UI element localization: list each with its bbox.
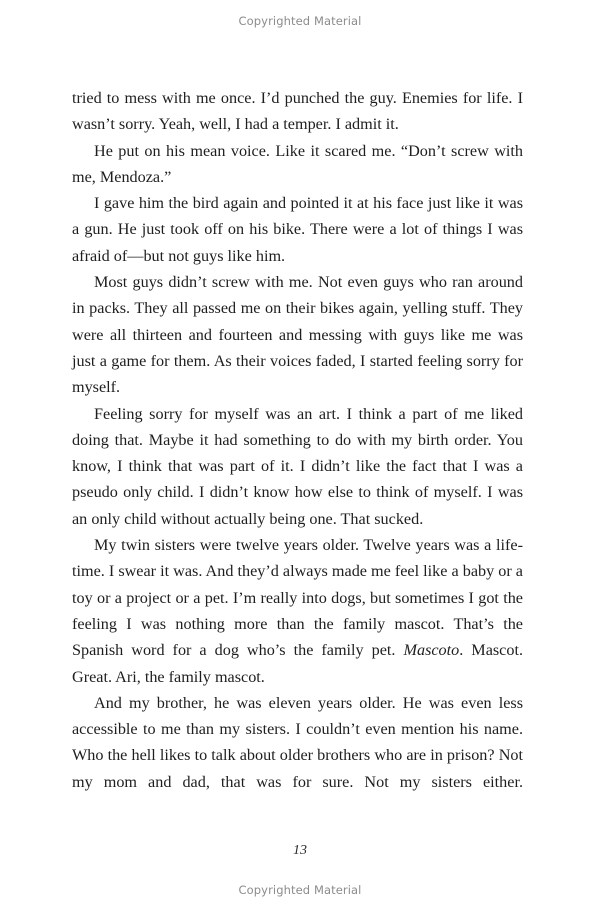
paragraph-1: tried to mess with me once. I’d punched the guy. Enemies for life. I wasn’t sorry. Yeah, well, I had a temper. I admit it. <box>72 89 523 134</box>
paragraph-7: And my brother, he was eleven years older. He was even less accessible to me than my sisters. I couldn’t even mention his name. Who the hell likes to talk about older brothers who are in prison? Not my mom and dad, that was for sure. Not my sisters either. <box>72 693 523 791</box>
book-page-text <box>72 85 523 795</box>
paragraph-6 <box>72 532 523 690</box>
page-number: 13 <box>293 843 307 858</box>
paragraph-2: He put on his mean voice. Like it scared me. “Don’t screw with me, Mendoza.” <box>72 141 523 186</box>
paragraph-5: Feeling sorry for myself was an art. I think a part of me liked doing that. Maybe it had something to do with my birth order. You know, I think that was part of it. I didn’t like the fact that I was a pseudo only child. I didn’t know how else to think of myself. I was an only child without actually being one. That sucked. <box>72 404 523 528</box>
copyright-watermark-top: Copyrighted Material <box>238 14 362 28</box>
italic-word-mascoto: Mascoto <box>403 641 460 660</box>
paragraph-6-text-start: My twin sisters were twelve years older. Twelve years was a lifetime. I swear it was. And they’d always made me feel like a baby or a toy or a project or a pet. I’m really into dogs, but sometimes I got the feeling I was nothing more than the family mascot. That’s the Spanish word for a dog who’s the family pet. <box>72 536 523 660</box>
copyright-watermark-bottom: Copyrighted Material <box>238 883 362 897</box>
paragraph-3: I gave him the bird again and pointed it at his face just like it was a gun. He just took off on his bike. There were a lot of things I was afraid of—but not guys like him. <box>72 194 523 265</box>
paragraph-6-text-end: . Mascot. Great. Ari, the family mascot. <box>72 641 524 686</box>
paragraph-4: Most guys didn’t screw with me. Not even guys who ran around in packs. They all passed me on their bikes again, yelling stuff. They were all thirteen and fourteen and messing with guys like me was just a game for them. As their voices faded, I started feeling sorry for myself. <box>72 273 523 397</box>
